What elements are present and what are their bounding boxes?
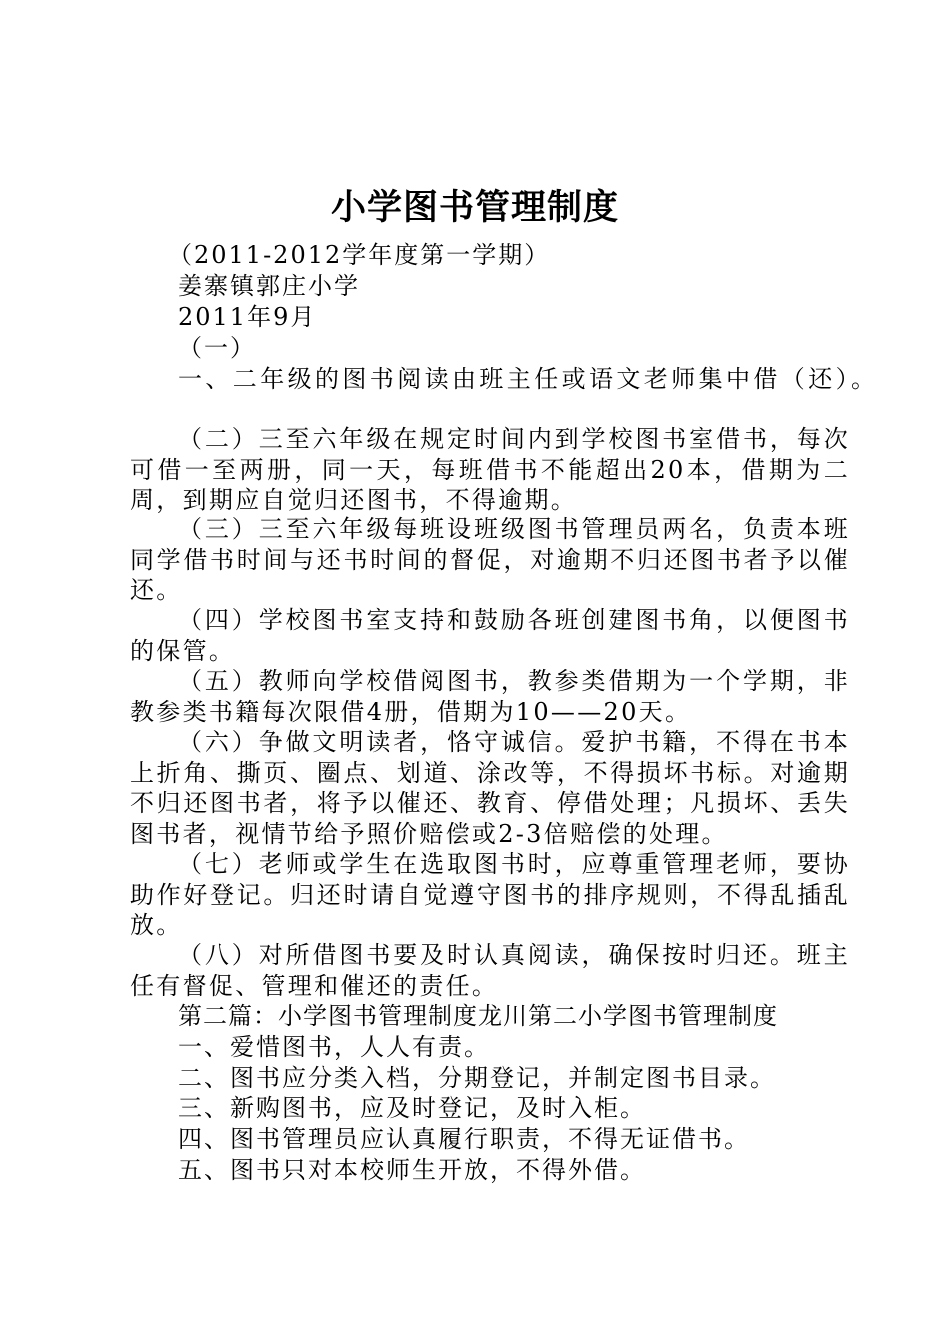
school-name-line: 姜寨镇郭庄小学 [178, 272, 360, 300]
rule-paragraph-3: （三）三至六年级每班设班级图书管理员两名，负责本班同学借书时间与还书时间的督促，对逾期不归还图书者予以催还。 [130, 515, 850, 604]
date-line: 2011年9月 [178, 303, 317, 331]
rule-paragraph-8: （八）对所借图书要及时认真阅读，确保按时归还。班主任有督促、管理和催还的责任。 [130, 941, 850, 1000]
school-year-line: （2011-2012学年度第一学期） [168, 241, 551, 269]
rule-grade-one-two: 一、二年级的图书阅读由班主任或语文老师集中借（还）。 [178, 365, 879, 393]
second-rule-3: 三、新购图书，应及时登记，及时入柜。 [178, 1094, 646, 1122]
section-one-heading: （一） [178, 334, 256, 362]
second-rule-4: 四、图书管理员应认真履行职责，不得无证借书。 [178, 1125, 750, 1153]
second-rule-2: 二、图书应分类入档，分期登记，并制定图书目录。 [178, 1064, 776, 1092]
rule-paragraph-5: （五）教师向学校借阅图书，教参类借期为一个学期，非教参类书籍每次限借4册，借期为10——20天。 [130, 667, 850, 726]
second-article-heading: 第二篇：小学图书管理制度龙川第二小学图书管理制度 [178, 1002, 778, 1030]
rule-paragraph-6: （六）争做文明读者，恪守诚信。爱护书籍，不得在书本上折角、撕页、圈点、划道、涂改等，不得损坏书标。对逾期不归还图书者，将予以催还、教育、停借处理；凡损坏、丢失图书者，视情节给予照价赔偿或2-3倍赔偿的处理。 [130, 728, 850, 848]
second-rule-1: 一、爱惜图书，人人有责。 [178, 1033, 490, 1061]
rule-paragraph-2: （二）三至六年级在规定时间内到学校图书室借书，每次可借一至两册，同一天，每班借书不能超出20本，借期为二周，到期应自觉归还图书，不得逾期。 [130, 425, 850, 514]
document-title: 小学图书管理制度 [330, 187, 619, 228]
rule-paragraph-7: （七）老师或学生在选取图书时，应尊重管理老师，要协助作好登记。归还时请自觉遵守图书的排序规则，不得乱插乱放。 [130, 850, 850, 939]
rule-paragraph-4: （四）学校图书室支持和鼓励各班创建图书角，以便图书的保管。 [130, 606, 850, 665]
second-rule-5: 五、图书只对本校师生开放，不得外借。 [178, 1156, 646, 1184]
